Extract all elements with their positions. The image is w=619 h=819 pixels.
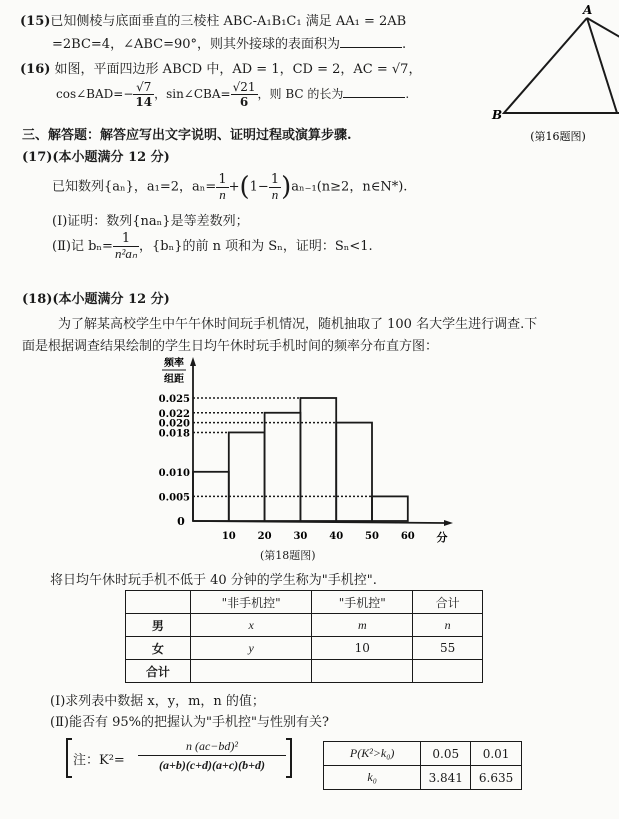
q18-header: (18)(本小题满分 12 分) xyxy=(22,292,170,307)
x-tick-label: 20 xyxy=(257,531,272,542)
q17-frac1-den: n xyxy=(219,186,226,202)
q18-contingency-table xyxy=(125,590,483,683)
q15-line2 xyxy=(52,33,406,52)
histogram-bar xyxy=(265,413,301,521)
q17-part1: (Ⅰ)证明：数列{naₙ}是等差数列； xyxy=(52,214,249,229)
y-tick-label: 0.010 xyxy=(158,467,190,479)
ktable-cell: k₀ xyxy=(324,766,421,790)
q18-note-numerator: n (ac−bd)² xyxy=(138,739,286,756)
q17-part2 xyxy=(52,232,373,261)
table-cell: x xyxy=(190,614,312,637)
table-cell: 合计 xyxy=(126,660,191,683)
table-header-row xyxy=(126,591,483,614)
q15-period: . xyxy=(402,37,407,52)
q16-sin-prefix: ，sin∠CBA= xyxy=(154,87,231,101)
table-cell: m xyxy=(312,614,413,637)
section3-title: 三、解答题：解答应写出文字说明、证明过程或演算步骤. xyxy=(22,128,352,143)
q17-frac1-num: 1 xyxy=(218,171,227,187)
table-header-cell xyxy=(126,591,191,614)
q16-answer-blank[interactable] xyxy=(343,85,405,98)
q16-cos-fraction xyxy=(133,80,154,109)
origin-label: 0 xyxy=(177,515,185,528)
table-cell xyxy=(312,660,413,683)
ktable-row xyxy=(324,766,522,790)
q18-figure-caption: (第18题图) xyxy=(260,549,316,562)
q17-frac2-num: 1 xyxy=(270,171,280,187)
table-header-cell: "非手机控" xyxy=(190,591,312,614)
y-tick-label: 0.022 xyxy=(158,408,190,420)
q17-part2-frac-den: n²aₙ xyxy=(114,246,138,261)
q18-para-line2: 面是根据调查结果绘制的学生日均午休时玩手机时间的频率分布直方图： xyxy=(22,339,439,354)
q18-part2: (Ⅱ)能否有 95%的把握认为"手机控"与性别有关? xyxy=(50,715,329,730)
q17-left-paren: ( xyxy=(239,172,250,202)
q16-line2 xyxy=(56,80,409,109)
table-cell: y xyxy=(190,637,312,660)
q16-number: (16) xyxy=(20,62,51,77)
x-tick-label: 10 xyxy=(221,531,236,542)
q18-part1: (Ⅰ)求列表中数据 x，y，m，n 的值； xyxy=(50,694,265,709)
histogram-bar xyxy=(229,432,265,521)
q17-frac2 xyxy=(269,173,281,202)
table-header-cell: "手机控" xyxy=(312,591,413,614)
q18-note-denominator: (a+b)(c+d)(a+c)(b+d) xyxy=(159,758,265,772)
q18-definition: 将日均午休时玩手机不低于 40 分钟的学生称为"手机控". xyxy=(50,573,377,588)
ktable-cell: P(K²>k₀) xyxy=(324,742,421,766)
q16-figure-caption: (第16题图) xyxy=(530,130,586,143)
q16-label-a: A xyxy=(583,3,593,17)
table-cell: 55 xyxy=(413,637,483,660)
q16-cos-denominator: 14 xyxy=(135,95,153,109)
q15-text-line1: 已知侧棱与底面垂直的三棱柱 ABC-A₁B₁C₁ 满足 AA₁ = 2AB xyxy=(50,14,407,29)
q16-suffix: ，则 BC 的长为 xyxy=(257,87,344,101)
q16-label-b: B xyxy=(492,108,503,122)
table-cell xyxy=(190,660,312,683)
q18-histogram xyxy=(140,352,470,547)
q17-part2-frac xyxy=(113,232,139,261)
q17-part2-suffix: ，{bₙ}的前 n 项和为 Sₙ，证明：Sₙ<1. xyxy=(139,239,373,254)
ktable-cell: 3.841 xyxy=(421,766,471,790)
q16-period: . xyxy=(405,87,410,101)
table-row xyxy=(126,614,483,637)
q16-sin-fraction xyxy=(231,80,258,109)
ktable-row xyxy=(324,742,522,766)
q17-given-prefix: 已知数列{aₙ}，a₁=2，aₙ= xyxy=(52,179,217,195)
q17-given-suffix: aₙ₋₁(n≥2，n∈N*). xyxy=(291,179,408,195)
x-axis-label: 分 xyxy=(436,531,448,544)
q16-sin-denominator: 6 xyxy=(239,95,249,109)
q17-frac1 xyxy=(216,173,228,202)
x-tick-label: 30 xyxy=(293,531,308,542)
q16-cos-numerator: √7 xyxy=(133,80,154,95)
x-tick-label: 50 xyxy=(365,531,379,542)
table-row xyxy=(126,637,483,660)
q15-answer-blank[interactable] xyxy=(340,35,402,48)
y-tick-label: 0.020 xyxy=(158,418,190,430)
x-tick-label: 40 xyxy=(329,531,344,542)
q15-line1 xyxy=(20,10,406,29)
x-axis-arrow-icon xyxy=(444,520,453,526)
q18-critical-value-table xyxy=(323,741,522,790)
q17-plus: + xyxy=(228,179,240,195)
y-axis-arrow-icon xyxy=(190,357,196,366)
q17-right-paren: ) xyxy=(281,172,292,202)
q16-line1 xyxy=(20,58,421,77)
ktable-cell: 6.635 xyxy=(471,766,522,790)
ktable-cell: 0.05 xyxy=(421,742,471,766)
q17-part2-frac-num: 1 xyxy=(113,232,139,247)
y-tick-label: 0.018 xyxy=(158,428,190,440)
q16-text-line1: 如图，平面四边形 ABCD 中，AD = 1，CD = 2，AC = √7， xyxy=(54,62,422,77)
q16-figure xyxy=(470,0,619,145)
table-cell: n xyxy=(413,614,483,637)
q15-text-line2: =2BC=4，∠ABC=90°，则其外接球的表面积为 xyxy=(52,37,341,52)
table-cell: 10 xyxy=(312,637,413,660)
q18-para-line1: 为了解某高校学生中午午休时间玩手机情况，随机抽取了 100 名大学生进行调查.下 xyxy=(58,317,538,332)
table-cell: 女 xyxy=(126,637,191,660)
y-tick-label: 0.025 xyxy=(158,394,190,405)
q15-number: (15) xyxy=(20,14,51,29)
q18-note-prefix: 注：K²= xyxy=(73,753,125,768)
y-tick-label: 0.005 xyxy=(158,492,190,504)
histogram-bar xyxy=(372,496,408,521)
table-cell xyxy=(413,660,483,683)
ktable-cell: 0.01 xyxy=(471,742,522,766)
q17-frac2-den: n xyxy=(271,186,279,202)
y-label-top: 频率 xyxy=(164,358,184,369)
table-row xyxy=(126,660,483,683)
q17-paren-prefix: 1− xyxy=(249,179,269,195)
q17-part2-prefix: (Ⅱ)记 bₙ= xyxy=(52,239,113,254)
x-tick-label: 60 xyxy=(400,531,415,542)
q18-note-bracket xyxy=(66,738,292,778)
table-cell: 男 xyxy=(126,614,191,637)
histogram-bar xyxy=(336,423,372,521)
y-label-bottom: 组距 xyxy=(164,374,184,385)
q17-header: (17)(本小题满分 12 分) xyxy=(22,150,170,165)
q16-cos-prefix: cos∠BAD=− xyxy=(56,87,134,101)
q17-given xyxy=(52,172,407,202)
table-header-cell: 合计 xyxy=(413,591,483,614)
q16-sin-numerator: √21 xyxy=(232,80,256,94)
histogram-bar xyxy=(300,398,336,521)
